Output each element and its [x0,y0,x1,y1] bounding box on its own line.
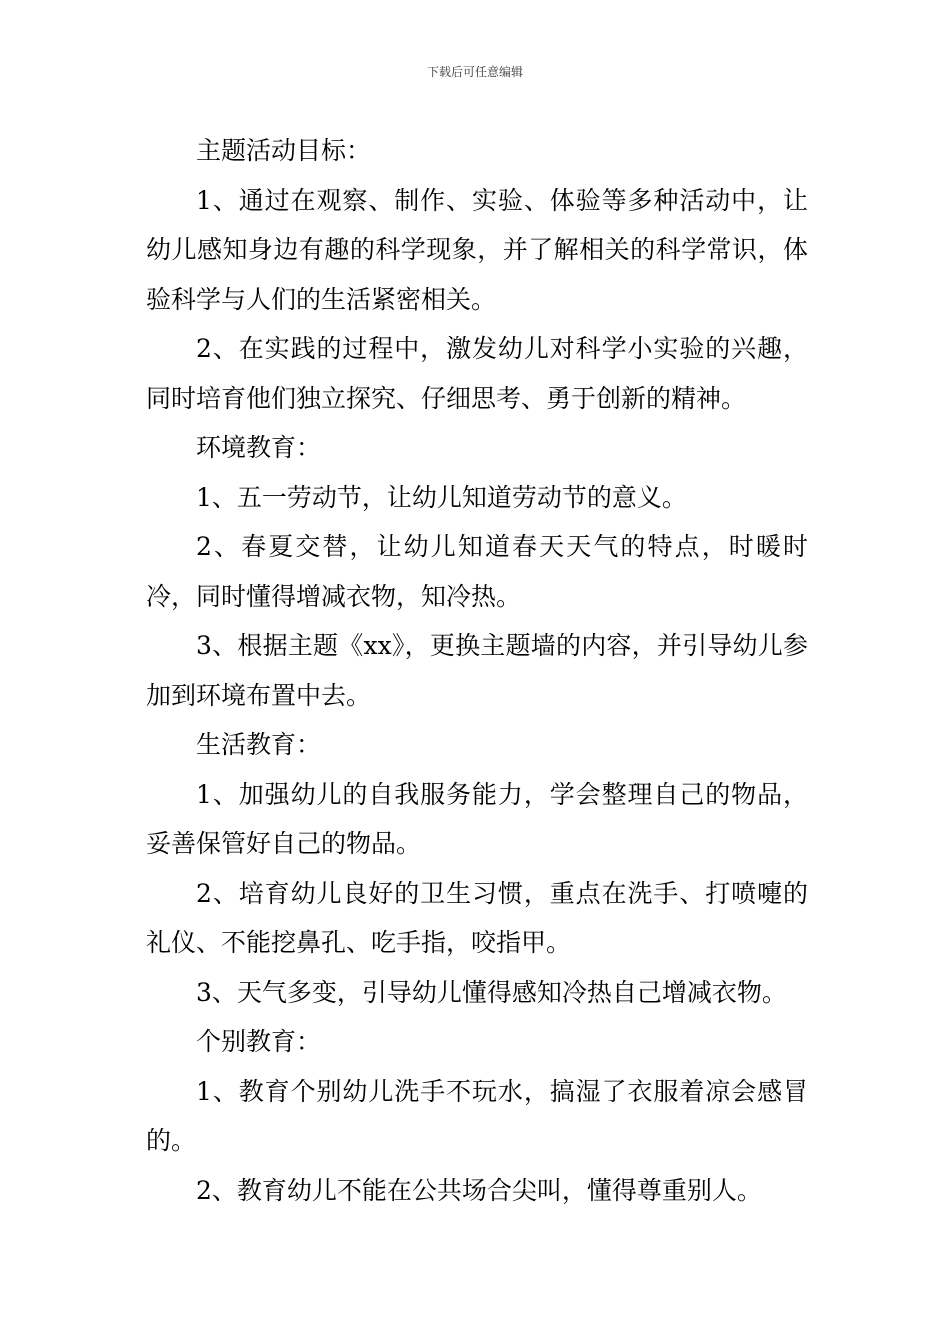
paragraph: 1、教育个别幼儿洗手不玩水，搞湿了衣服着凉会感冒的。 [146,1076,808,1155]
paragraph: 3、根据主题《xx》，更换主题墙的内容，并引导幼儿参加到环境布置中去。 [146,631,808,710]
paragraph: 1、加强幼儿的自我服务能力，学会整理自己的物品，妥善保管好自己的物品。 [146,779,808,858]
paragraph: 2、培育幼儿良好的卫生习惯，重点在洗手、打喷嚏的礼仪、不能挖鼻孔、吃手指，咬指甲。 [146,878,808,957]
paragraph: 1、五一劳动节，让幼儿知道劳动节的意义。 [196,482,687,512]
paragraph: 3、天气多变，引导幼儿懂得感知冷热自己增减衣物。 [196,977,787,1007]
page-header: 下载后可任意编辑 [426,65,523,79]
paragraph: 2、在实践的过程中，激发幼儿对科学小实验的兴趣，同时培育他们独立探究、仔细思考、勇于创新的精神。 [146,334,808,413]
paragraph: 1、通过在观察、制作、实验、体验等多种活动中，让幼儿感知身边有趣的科学现象，并了解相关的科学常识，体验科学与人们的生活紧密相关。 [146,185,808,314]
section-heading-life: 生活教育： [196,730,322,759]
paragraph: 2、春夏交替，让幼儿知道春天天气的特点，时暖时冷，同时懂得增减衣物，知冷热。 [146,532,808,611]
section-heading-individual: 个别教育： [196,1027,322,1056]
section-heading-environment: 环境教育： [196,433,322,462]
paragraph: 2、教育幼儿不能在公共场合尖叫，懂得尊重别人。 [196,1175,762,1205]
section-heading-goals: 主题活动目标： [196,136,372,165]
document-body [146,126,808,1215]
